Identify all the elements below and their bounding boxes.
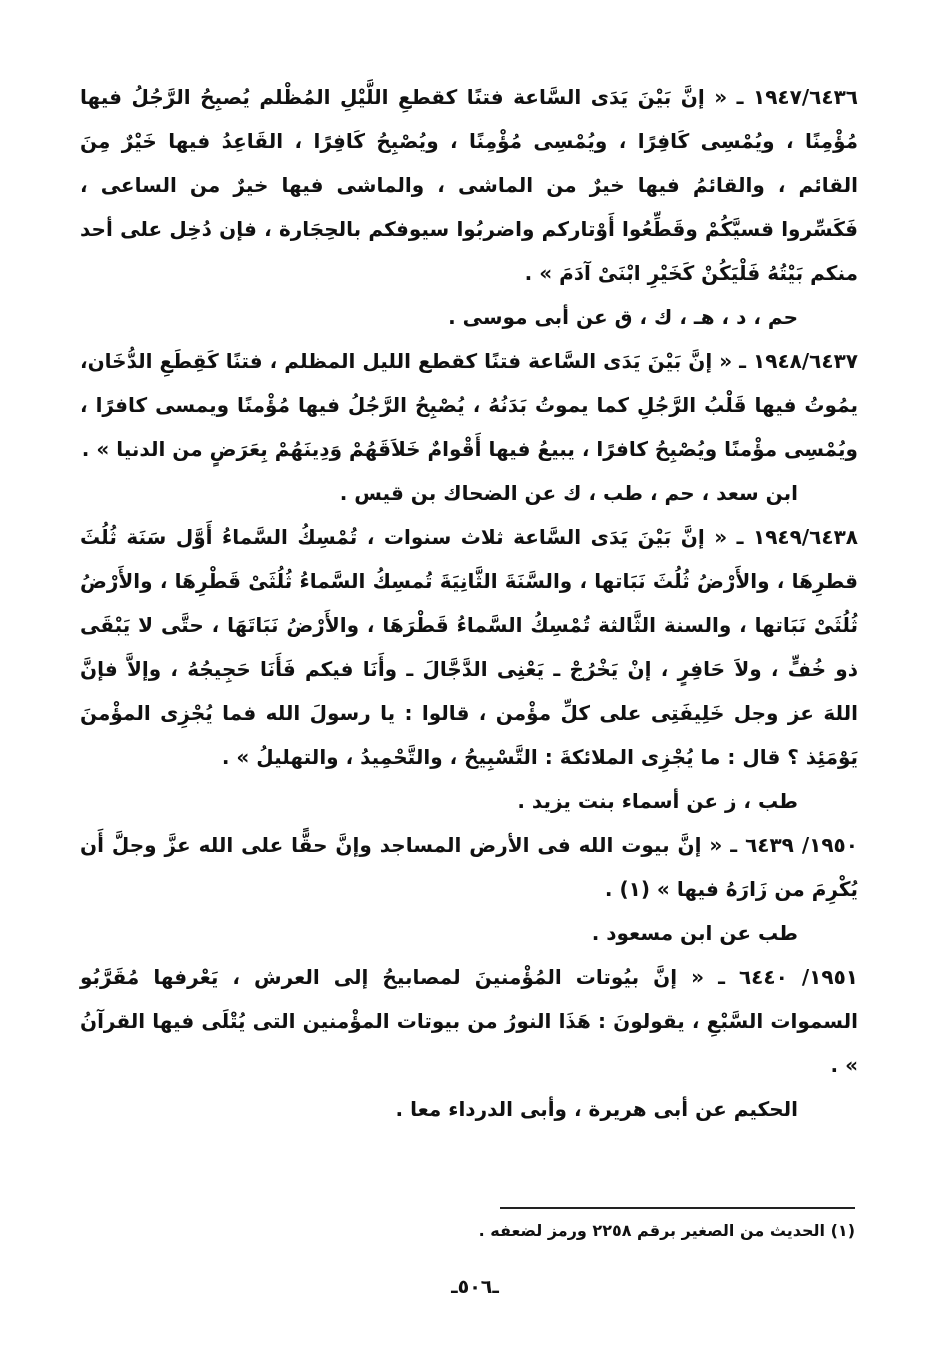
main-text <box>80 75 858 1131</box>
hadith-entry-1948 <box>80 339 858 471</box>
hadith-entry-1951 <box>80 955 858 1087</box>
hadith-number: ١٩٤٩/٦٤٣٨ ـ <box>736 525 858 549</box>
page-number: ـ٥٠٦ـ <box>451 1276 499 1298</box>
hadith-entry-1950 <box>80 823 858 911</box>
hadith-source: الحكيم عن أبى هريرة ، وأبى الدرداء معا . <box>395 1097 798 1121</box>
hadith-source: حم ، د ، هـ ، ك ، ق عن أبى موسى . <box>448 305 798 329</box>
hadith-source: ابن سعد ، حم ، طب ، ك عن الضحاك بن قيس . <box>339 481 798 505</box>
hadith-number: ١٩٥١/ ٦٤٤٠ ـ <box>718 965 858 989</box>
hadith-text: « إنَّ بيُوتات المُؤْمنينَ لمصابيحُ إلى العرش ، يَعْرفها مُقَرَّبُو السموات السَّبْعِ ، يقولونَ : هَذَا النورُ من بيوتات المؤْمنين التى يُتْلَى فيها القرآنُ » . <box>80 965 858 1077</box>
hadith-text: « إنَّ بَيْنَ يَدَى السَّاعة فتنًا كقطعِ اللَّيْلِ المُظْلم يُصبِحُ الرَّجُلُ فيها مُؤْمِنًا ، ويُمْسِى كَافِرًا ، ويُمْسِى مُؤْمِنًا ، ويُصْبِحُ كَافِرًا ، القَاعِدُ فيها خَيْرٌ مِنَ القائم ، والقائمُ فيها خيرٌ من الماشى ، والماشى فيها خيرٌ من الساعى ، فَكَسِّروا قسيَّكُمْ وقَطِّعُوا أَوْتاركم واضربُوا سيوفكم بالحِجَارة ، فإن دُخِل على أحد منكم بَيْتُهُ فَلْيَكُنْ كَخَيْرِ ابْنَىْ آدَمَ » . <box>80 85 858 285</box>
hadith-number: ١٩٥٠/ ٦٤٣٩ ـ <box>730 833 858 857</box>
hadith-source: طب عن ابن مسعود . <box>591 921 798 945</box>
hadith-text: « إنَّ بيوت الله فى الأرض المساجد وإنَّ حقًّا على الله عزَّ وجلَّ أَن يُكْرِمَ من زَارَهُ فيها » (١) . <box>80 833 858 901</box>
hadith-text: « إنَّ بَيْنَ يَدَى السَّاعة ثلاث سنوات ، تُمْسِكُ السَّماءُ أَوَّل سَنَة ثُلُثَ قطرِهَا ، والأَرْضُ ثُلُثَ نَبَاتها ، والسَّنَةَ الثَّانِيَةَ تُمسِكُ السَّماءُ ثُلُثَىْ قَطْرِهَا ، والأَرْضُ ثُلُثَىْ نَبَاتها ، والسنة الثَّالثة تُمْسِكُ السَّماءُ قَطْرَهَا ، والأَرْضُ نَبَاتَهَا ، حتَّى لا يَبْقَى ذو خُفٍّ ، ولاَ حَافِرٍ ، إنْ يَخْرُجْ ـ يَعْنِى الدَّجَّالَ ـ وأَنَا فيكم فَأَنَا حَجِيجُهُ ، وإلاَّ فإنَّ اللهَ عز وجل خَلِيفَتِى على كلِّ مؤْمن ، قالوا : يا رسولَ الله فما يُجْزِى المؤْمنَ يَوْمَئِذ ؟ قال : ما يُجْزِى الملائكةَ : التَّسْبِيحُ ، والتَّحْمِيدُ ، والتهليلُ » . <box>80 525 858 769</box>
footnote-divider <box>500 1207 855 1209</box>
hadith-entry-1949 <box>80 515 858 779</box>
hadith-number: ١٩٤٨/٦٤٣٧ ـ <box>739 349 858 373</box>
hadith-number: ١٩٤٧/٦٤٣٦ ـ <box>736 85 858 109</box>
footnote: (١) الحديث من الصغير برقم ٢٢٥٨ ورمز لضعفه . <box>478 1221 855 1240</box>
hadith-entry-1947 <box>80 75 858 295</box>
hadith-source: طب ، ز عن أسماء بنت يزيد . <box>517 789 798 813</box>
hadith-text: « إنَّ بَيْنَ يَدَى السَّاعة فتنًا كقطع الليل المظلم ، فتنًا كَقِطَعِ الدُّخَان، يمُوتُ فيها قَلْبُ الرَّجُلِ كما يموتُ بَدَنُهُ ، يُصْبِحُ الرَّجُلُ فيها مُؤْمنًا ويمسى كافرًا ، ويُمْسِى مؤْمنًا ويُصْبِحُ كافرًا ، يبيعُ فيها أَقْوامٌ خَلاَقَهُمْ وَدِينَهُمْ بِعَرَضٍ من الدنيا » . <box>80 349 858 461</box>
